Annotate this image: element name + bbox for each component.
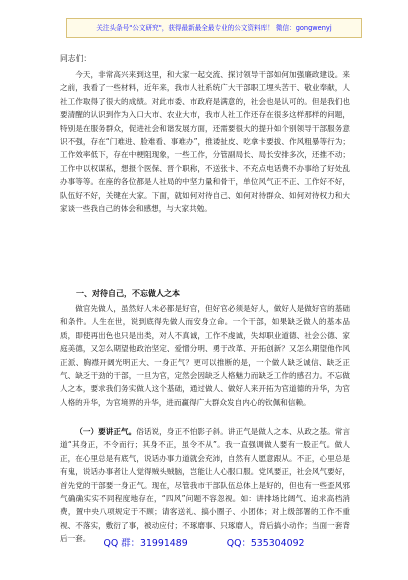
section-heading: 一、对待自己，不忘做人之本 [76,289,180,298]
subsection-text: 俗话说，身正不怕影子斜。讲正气是做人之本、从政之基。常言道“其身正，不令而行；其身不正，虽令不从”。我一直强调做人要有一股正气。做人正，在心里总是有底气，说话办事力道就会充沛，自然有人愿意跟从。不正，心里总是有鬼，说话办事者让人觉得贼头贼脑，岂能让人心服口服。党风要正，社会风气要好，首先党的干部要一身正气。现在，尽管我市干部队伍总体上是好的，但也有一些歪风邪气确确实实不同程度地存在，“四风”问题不容忽视。如：讲排场比阔气、追求高档消费，置中央八项规定于不顾；请客送礼、搞小圈子、小团体；对上级部署的工作不重视、不落实，敷衍了事，被动应付；不琢磨事、只琢磨人，背后搞小动作；当面一套背后一套。 [60,427,350,544]
header-banner: 关注头条号"公文研究"，获得最新最全最专业的公文资料库！ 微信：gongwenyj [66,18,362,38]
subsection-label: （一）要讲正气。 [75,427,137,436]
greeting: 同志们： [60,54,92,63]
footer-contact [0,535,408,549]
paragraph-body: 做官先做人，虽然好人未必都是好官，但好官必须是好人，做好人是做好官的基础和条件。人生在世，说到底得先做人而安身立命。一个干部，如果缺乏做人的基本品质，即使再出色也只是出类，对人不真诚，工作不虔诚，失却职业道德、社会公德、家庭美德，又怎么期望他政治坚定、爱憎分明、勇于改革、开拓创新？又怎么期望他作风正派、胸襟开阔光明正大、一身正气？更可以推断的是，一个做人缺乏诚信、缺乏正气、缺乏干劲的干部，一旦为官，定然会因缺乏人格魅力而缺乏工作的感召力。不忘做人之本，要求我们务实做人这个基础，通过做人、做好人来开拓为官道德的升华，为官人格的升华，为官境界的升华，进而赢得广大群众发自内心的钦佩和信赖。 [60,304,350,407]
qq-number: QQ：535304092 [226,538,305,549]
paragraph-intro: 今天，非常高兴来到这里，和大家一起交流、探讨领导干部如何加强廉政建设。来之前，我看了一些材料，近年来，我市人社系统广大干部职工埋头苦干、敬业奉献，人社工作取得了很大的成绩。对此市委、市政府是满意的，社会也是认可的。但是我们也要清醒的认识到作为入口大市、农业大市，我市人社工作还存在很多这样那样的问题，特别是在服务群众，促进社会和谐发展方面，还需要很大的提升如个别领导干部服务意识不强，存在“门难进、脸难看、事难办”，推诿扯皮、吃拿卡要拔、作风粗暴等行为；工作效率低下，存在中梗阻现象，一些工作，分管副局长、局长安排多次，还推不动；工作中以权谋私，想报个医保、晋个职称，不送张卡、不充点电话费不办事给了好处乱办事等等。在座的各位都是人社局的中坚力量和骨干，单位风气正不正、工作好不好，队伍好不好，关键在大家。下面，就如何对待自己、如何对待群众、如何对待权力和大家谈一些我自己的体会和感想，与大家共勉。 [60,70,350,214]
qq-group-number: QQ 群：31991489 [103,538,188,549]
